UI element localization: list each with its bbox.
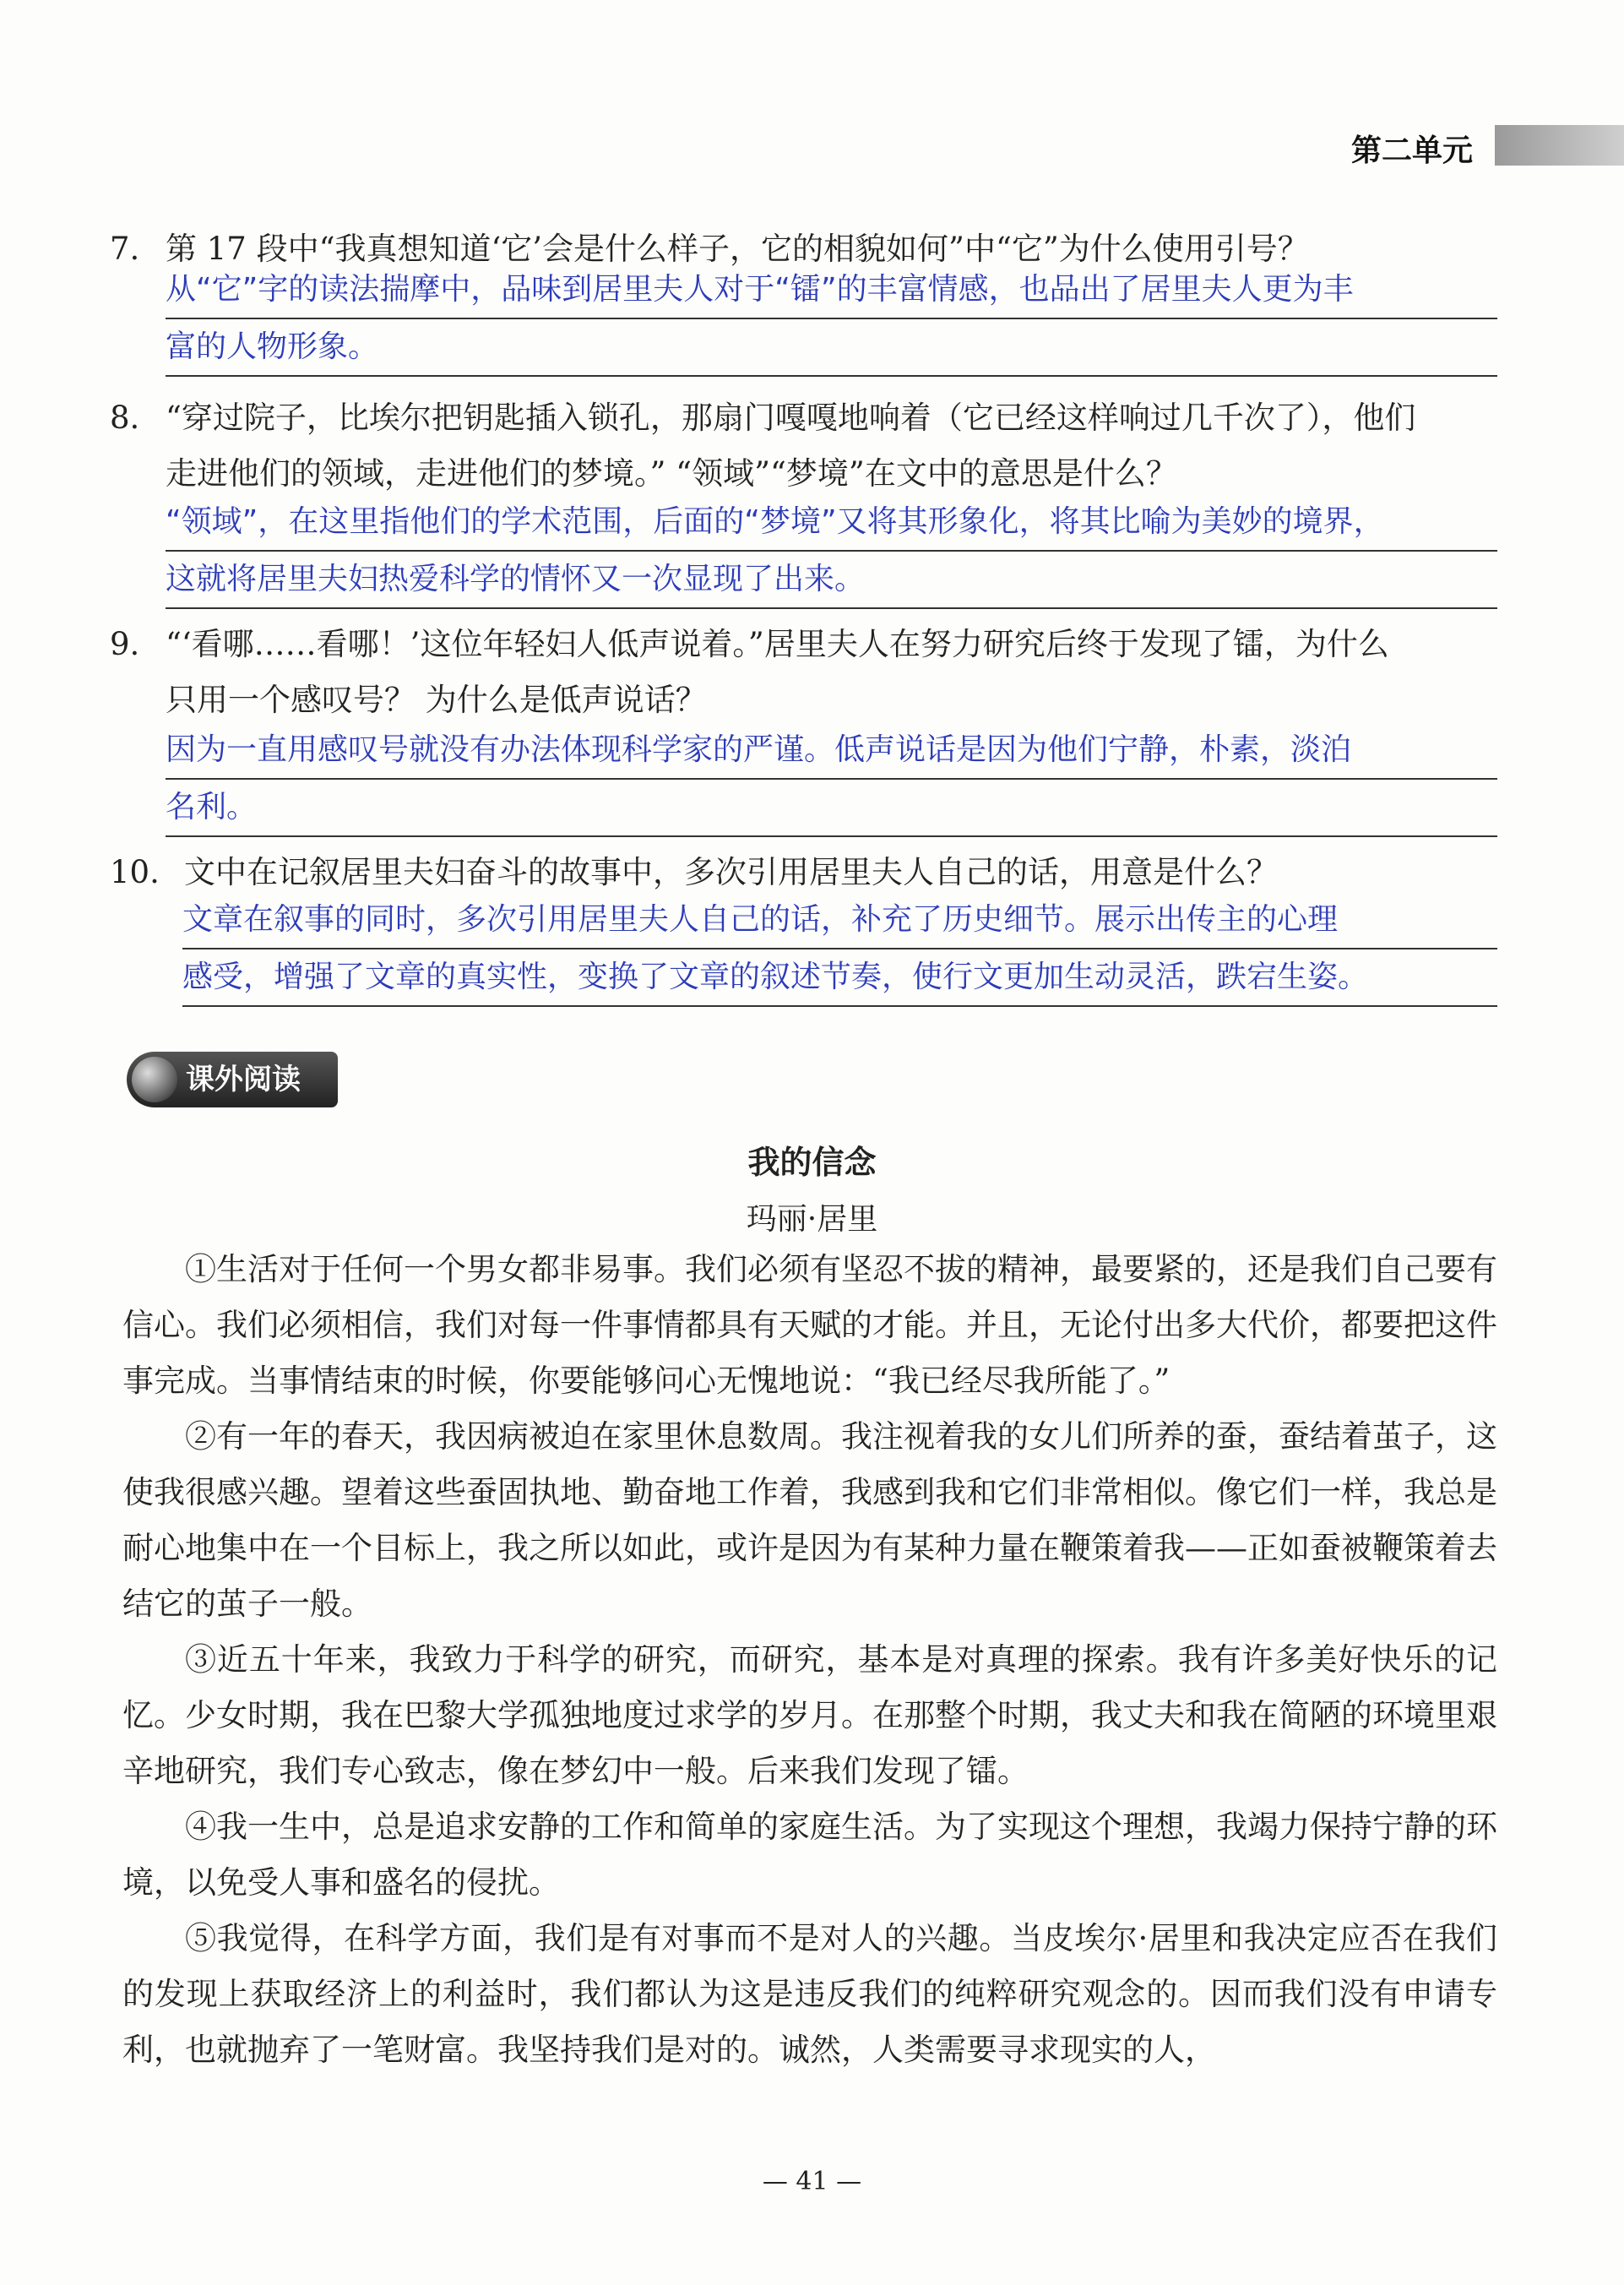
question-text: “‘看哪……看哪！’这位年轻妇人低声说着。”居里夫人在努力研究后终于发现了镭，为什么 [166, 626, 1389, 662]
header-decor-bar [1495, 125, 1624, 166]
answer-9 [166, 722, 1497, 837]
answer-line: “领域”，在这里指他们的学术范围，后面的“梦境”又将其形象化，将其比喻为美妙的境界， [166, 494, 1497, 552]
article-paragraph-4: ④我一生中，总是追求安静的工作和简单的家庭生活。为了实现这个理想，我竭力保持宁静的环境，以免受人事和盛名的侵扰。 [122, 1809, 1497, 1901]
question-8 [110, 390, 1497, 502]
answer-10 [182, 892, 1497, 1007]
answer-8 [166, 494, 1497, 609]
question-9 [110, 617, 1497, 728]
question-text: “穿过院子，比埃尔把钥匙插入锁孔，那扇门嘎嘎地响着（它已经这样响过几千次了），他们 [166, 400, 1416, 436]
question-text: 第 17 段中“我真想知道‘它’会是什么样子，它的相貌如何”中“它”为什么使用引号？ [166, 231, 1309, 267]
question-text: 文中在记叙居里夫妇奋斗的故事中，多次引用居里夫人自己的话，用意是什么？ [184, 854, 1278, 890]
answer-line: 名利。 [166, 780, 1497, 837]
answer-line: 感受，增强了文章的真实性，变换了文章的叙述节奏，使行文更加生动灵活，跌宕生姿。 [182, 949, 1497, 1007]
question-number: 9. [110, 626, 140, 662]
question-number: 8. [110, 400, 140, 436]
question-number: 10. [110, 854, 160, 890]
article-author: 玛丽·居里 [746, 1202, 878, 1237]
answer-line: 文章在叙事的同时，多次引用居里夫人自己的话，补充了历史细节。展示出传主的心理 [182, 892, 1497, 949]
answer-line: 因为一直用感叹号就没有办法体现科学家的严谨。低声说话是因为他们宁静，朴素，淡泊 [166, 722, 1497, 780]
article-paragraph-2: ②有一年的春天，我因病被迫在家里休息数周。我注视着我的女儿们所养的蚕，蚕结着茧子，这使我很感兴趣。望着这些蚕固执地、勤奋地工作着，我感到我和它们非常相似。像它们一样，我总是耐心地集中在一个目标上，我之所以如此，或许是因为有某种力量在鞭策着我——正如蚕被鞭策着去结它的茧子一般。 [122, 1418, 1497, 1622]
unit-label: 第二单元 [1351, 133, 1474, 168]
globe-icon [132, 1057, 177, 1102]
article-paragraph-1: ①生活对于任何一个男女都非易事。我们必须有坚忍不拔的精神，最要紧的，还是我们自己要有信心。我们必须相信，我们对每一件事情都具有天赋的才能。并且，无论付出多大代价，都要把这件事完成。当事情结束的时候，你要能够问心无愧地说：“我已经尽我所能了。” [122, 1251, 1497, 1399]
question-text-cont: 走进他们的领域，走进他们的梦境。” “领域”“梦境”在文中的意思是什么？ [166, 455, 1177, 492]
answer-7 [166, 262, 1497, 377]
answer-line: 富的人物形象。 [166, 319, 1497, 377]
article-paragraph-5: ⑤我觉得，在科学方面，我们是有对事而不是对人的兴趣。当皮埃尔·居里和我决定应否在我们的发现上获取经济上的利益时，我们都认为这是违反我们的纯粹研究观念的。因而我们没有申请专利，也就抛弃了一笔财富。我坚持我们是对的。诚然，人类需要寻求现实的人， [122, 1920, 1497, 2068]
page-number: — 41 — [762, 2167, 862, 2196]
question-number: 7. [110, 231, 140, 267]
question-text-cont: 只用一个感叹号？ 为什么是低声说话？ [166, 682, 707, 718]
answer-line: 从“它”字的读法揣摩中，品味到居里夫人对于“镭”的丰富情感，也品出了居里夫人更为丰 [166, 262, 1497, 319]
answer-line: 这就将居里夫妇热爱科学的情怀又一次显现了出来。 [166, 552, 1497, 609]
section-badge [127, 1052, 338, 1107]
article-title: 我的信念 [747, 1144, 877, 1181]
article-paragraph-3: ③近五十年来，我致力于科学的研究，而研究，基本是对真理的探索。我有许多美好快乐的记忆。少女时期，我在巴黎大学孤独地度过求学的岁月。在那整个时期，我丈夫和我在简陋的环境里艰辛地研究，我们专心致志，像在梦幻中一般。后来我们发现了镭。 [122, 1641, 1497, 1789]
section-label: 课外阅读 [186, 1063, 301, 1096]
